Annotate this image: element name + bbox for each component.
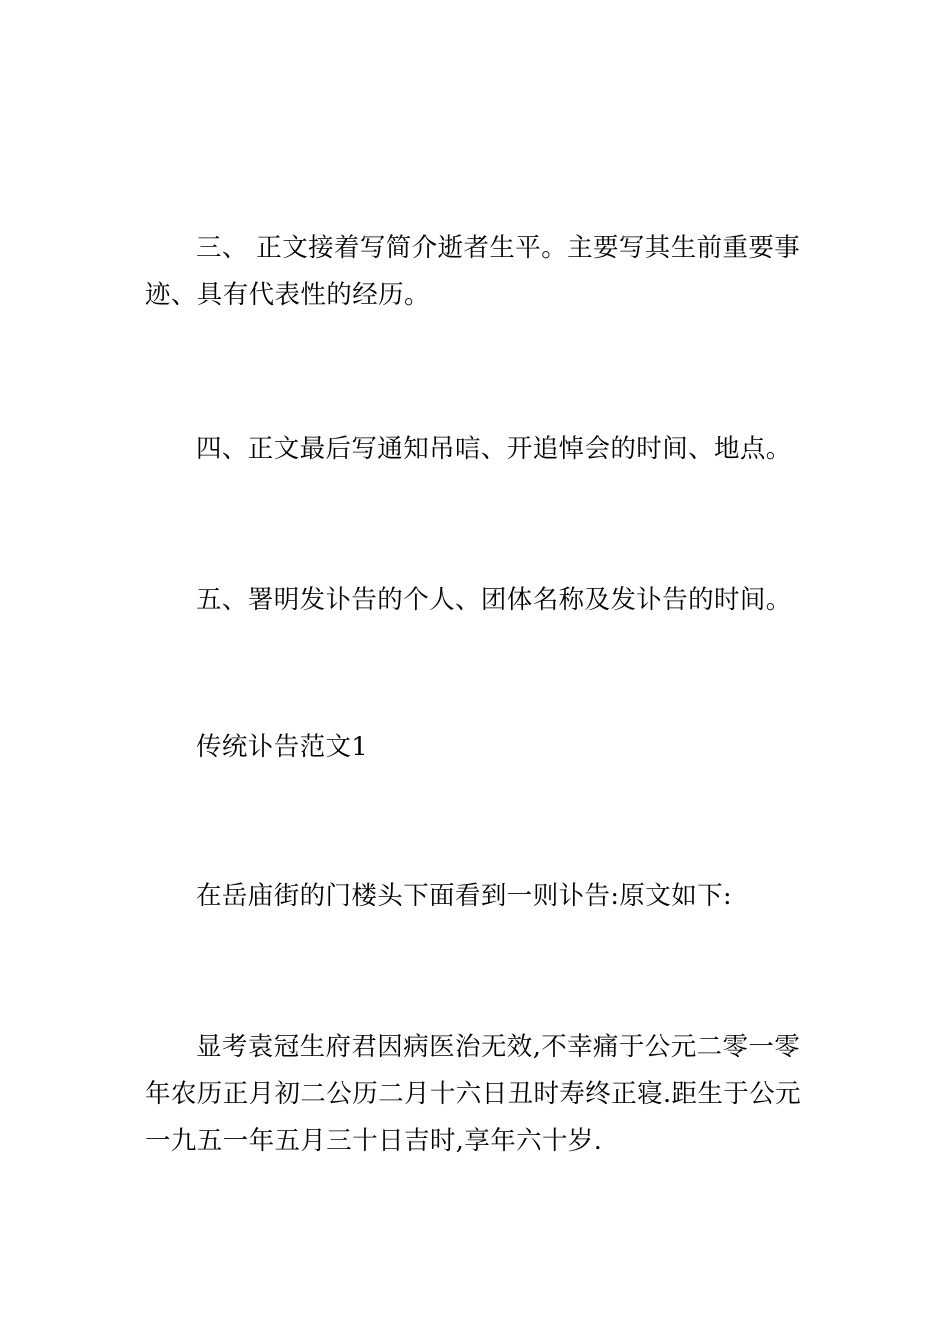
paragraph-obituary-text: 显考袁冠生府君因病医治无效,不幸痛于公元二零一零年农历正月初二公历二月十六日丑时寿终正寝.距生于公元一九五一年五月三十日吉时,享年六十岁.: [145, 1032, 802, 1156]
example-heading: 传统讣告范文1: [196, 732, 369, 762]
paragraph-intro: 在岳庙街的门楼头下面看到一则讣告:原文如下:: [196, 881, 732, 911]
paragraph-section-four: 四、正文最后写通知吊唁、开追悼会的时间、地点。: [196, 434, 792, 464]
paragraph-section-three: 三、 正文接着写简介逝者生平。主要写其生前重要事迹、具有代表性的经历。: [145, 233, 801, 310]
paragraph-section-five: 五、署明发讣告的个人、团体名称及发讣告的时间。: [196, 585, 792, 615]
